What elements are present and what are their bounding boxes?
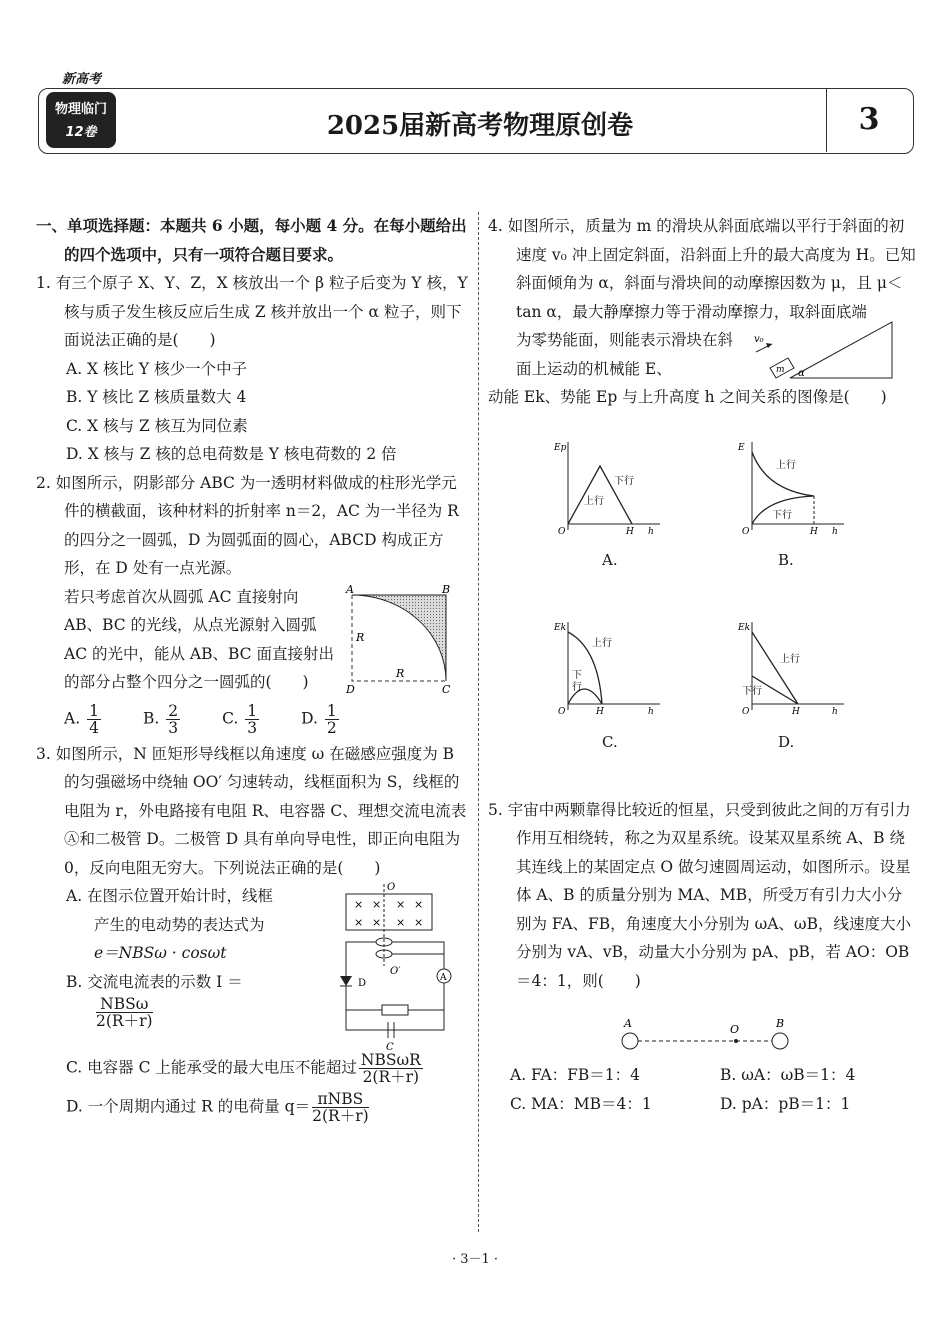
svg-text:下: 下 <box>572 669 582 681</box>
series-logo <box>46 92 116 148</box>
q4-label-d: D. <box>778 732 795 751</box>
q2-label-d: D <box>346 682 355 693</box>
logo-line-1: 物理临门 <box>54 102 107 117</box>
svg-text:h: h <box>648 526 654 536</box>
q4-mass-label: m <box>776 365 785 375</box>
q5-figure <box>614 1013 804 1055</box>
q2-option-b: B. $\frac{2}{3}$ <box>142 701 179 737</box>
svg-text:上行: 上行 <box>780 653 800 665</box>
q5-option-c: C. MA：MB＝4：1 <box>510 1094 652 1113</box>
svg-text:上行: 上行 <box>584 495 604 507</box>
q3-option-a: A. 在图示位置开始计时，线框 产生的电动势的表达式为 e＝NBSω · cosωt <box>66 887 274 962</box>
svg-text:下行: 下行 <box>614 475 634 487</box>
q4-stem-2: 为零势能面，则能表示滑块在斜面上运动的机械能 E、 <box>516 331 734 378</box>
q2-block <box>36 583 468 697</box>
q2-label-r-bottom: R <box>396 666 405 680</box>
svg-text:下行: 下行 <box>742 685 762 697</box>
q4-graph-d <box>732 618 852 716</box>
q2-figure <box>336 583 461 693</box>
q5-stem: 5. 宇宙中两颗靠得比较近的恒星，只受到彼此之间的万有引力作用互相绕转，称之为双星系统。设某双星系统 A、B 绕其连线上的某固定点 O 做匀速圆周运动，如图所示。设星体 A、B 的质量分别为 MA、MB，所受万有引力大小分别为 FA、FB，角速度大小分别为 ωA、ωB，线速度大小分别为 vA、vB，动量大小分别为 pA、pB，若 AO：OB＝4：1，则( ) <box>488 800 911 990</box>
q5-option-b: B. ωA：ωB＝1：4 <box>720 1066 856 1084</box>
svg-text:H: H <box>792 706 800 716</box>
svg-text:行: 行 <box>572 681 582 693</box>
svg-text:×: × <box>414 916 424 929</box>
q2-options <box>36 703 468 736</box>
svg-text:×: × <box>414 898 424 911</box>
q3-block <box>36 882 468 1050</box>
q2-stem: 2. 如图所示，阴影部分 ABC 为一透明材料做成的柱形光学元件的横截面，该种材料的折射率 n＝2，AC 为一半径为 R 的四分之一圆弧，D 为圆弧面的圆心，ABCD 构成正方形，在 D 处有一点光源。 <box>36 473 459 577</box>
q5-option-d: D. pA：pB＝1：1 <box>720 1094 851 1113</box>
q2-option-d: D. $\frac{1}{2}$ <box>301 701 337 737</box>
q5-label-o: O <box>730 1023 740 1036</box>
paper-number: 3 <box>826 88 911 152</box>
q3-diode-label: D <box>358 978 367 989</box>
page-title: 2025届新高考物理原创卷 <box>326 111 634 141</box>
q5-label-a: A <box>624 1017 632 1030</box>
q5-option-a: A. FA：FB＝1：4 <box>510 1066 641 1084</box>
svg-text:h: h <box>832 526 838 536</box>
q3-capacitor-label: C <box>386 1042 394 1050</box>
q4-block <box>488 326 916 383</box>
left-column <box>36 212 468 1124</box>
q3-option-d: D. 一个周期内通过 R 的电荷量 q＝ $\frac{\text{πNBS}}{2(R+r)}$ <box>66 1090 369 1125</box>
q2-question: 若只考虑首次从圆弧 AC 直接射向 AB、BC 的光线，从点光源射入圆弧 AC 的光中，能从 AB、BC 面直接射出的部分占整个四分之一圆弧的( ) <box>64 587 334 691</box>
q4-graph-b <box>732 438 852 536</box>
page-number: · 3－1 · <box>451 1252 499 1267</box>
q4-graph-a <box>548 438 668 536</box>
q4-stem: 4. 如图所示，质量为 m 的滑块从斜面底端以平行于斜面的初速度 v₀ 冲上固定斜面，沿斜面上升的最大高度为 H。已知斜面倾角为 α，斜面与滑块间的动摩擦因数为 μ，且 μ＜tan α，最大静摩擦力等于滑动摩擦力，取斜面底端 <box>488 217 916 321</box>
q3-option-b: B. 交流电流表的示数 I ＝ $\frac{\text{NBSω}}{2(R+r)}$ <box>66 972 243 1030</box>
q3-stem: 3. 如图所示，N 匝矩形导线框以角速度 ω 在磁感应强度为 B 的匀强磁场中绕轴 OO′ 匀速转动，线框面积为 S，线框的电阻为 r，外电路接有电阻 R、电容器 C、理想交流电流表Ⓐ和二极管 D。二极管 D 具有单向导电性，即正向电阻为 0，反向电阻无穷大。下列说法正确的是( ) <box>36 744 467 877</box>
q2-label-c: C <box>442 682 451 693</box>
q1-option-c: C. X 核与 Z 核互为同位素 <box>66 416 248 435</box>
svg-text:Ek: Ek <box>738 622 751 633</box>
svg-text:O: O <box>558 706 566 716</box>
q2-label-a: A <box>346 582 354 596</box>
section-heading: 一、单项选择题：本题共 6 小题，每小题 4 分。在每小题给出的四个选项中，只有一项符合题目要求。 <box>36 216 467 264</box>
svg-text:O: O <box>742 706 750 716</box>
q2-label-r-side: R <box>356 630 365 644</box>
logo-line-2: 12卷 <box>65 125 97 140</box>
q3-option-c: C. 电容器 C 上能承受的最大电压不能超过 $\frac{\text{NBSωR}}{2(R+r)}$ <box>66 1051 421 1086</box>
svg-text:O: O <box>558 526 566 536</box>
svg-text:E: E <box>738 442 745 453</box>
svg-text:O: O <box>742 526 750 536</box>
q1-stem: 1. 有三个原子 X、Y、Z，X 核放出一个 β 粒子后变为 Y 核，Y 核与质子发生核反应后生成 Z 核并放出一个 α 粒子，则下面说法正确的是( ) <box>36 274 468 349</box>
right-column <box>488 212 916 1118</box>
svg-text:×: × <box>354 916 364 929</box>
q4-graph-c <box>548 618 668 716</box>
svg-text:H: H <box>596 706 604 716</box>
q2-label-b: B <box>442 582 451 596</box>
q5-label-b: B <box>776 1017 785 1030</box>
q4-graphs <box>488 412 916 782</box>
svg-text:下行: 下行 <box>772 509 792 521</box>
q1-option-a: A. X 核比 Y 核少一个中子 <box>66 359 248 378</box>
q5-options-row-1 <box>488 1061 916 1090</box>
svg-text:×: × <box>396 898 406 911</box>
svg-text:×: × <box>372 898 382 911</box>
q4-incline-figure <box>750 318 900 388</box>
q1-option-d: D. X 核与 Z 核的总电荷数是 Y 核电荷数的 2 倍 <box>66 445 397 463</box>
q2-option-a: A. $\frac{1}{4}$ <box>64 701 99 737</box>
svg-text:上行: 上行 <box>592 637 612 649</box>
q4-label-b: B. <box>778 550 794 569</box>
q5-options-row-2 <box>488 1090 916 1119</box>
q1-option-b: B. Y 核比 Z 核质量数大 4 <box>66 388 247 406</box>
q3-label-o: O <box>387 882 396 893</box>
svg-text:上行: 上行 <box>776 459 796 471</box>
svg-text:×: × <box>372 916 382 929</box>
column-divider <box>478 212 479 1232</box>
svg-text:Ek: Ek <box>554 622 567 633</box>
q3-circuit-figure <box>332 882 462 1050</box>
q3-label-o-prime: O′ <box>390 966 401 977</box>
svg-text:H: H <box>810 526 818 536</box>
svg-text:Ep: Ep <box>554 442 567 453</box>
svg-text:×: × <box>354 898 364 911</box>
svg-text:h: h <box>832 706 838 716</box>
q4-alpha-label: α <box>798 368 805 379</box>
svg-text:×: × <box>396 916 406 929</box>
svg-text:h: h <box>648 706 654 716</box>
q2-option-c: C. $\frac{1}{3}$ <box>222 701 258 737</box>
q4-label-a: A. <box>602 550 618 569</box>
q4-stem-3: 动能 Ek、势能 Ep 与上升高度 h 之间关系的图像是( ) <box>488 388 887 406</box>
svg-text:H: H <box>626 526 634 536</box>
q4-label-c: C. <box>602 732 618 751</box>
q4-v0-label: v₀ <box>754 334 764 345</box>
q3-ammeter-label: A <box>440 973 447 983</box>
logo-top-text: 新高考 <box>62 72 102 87</box>
